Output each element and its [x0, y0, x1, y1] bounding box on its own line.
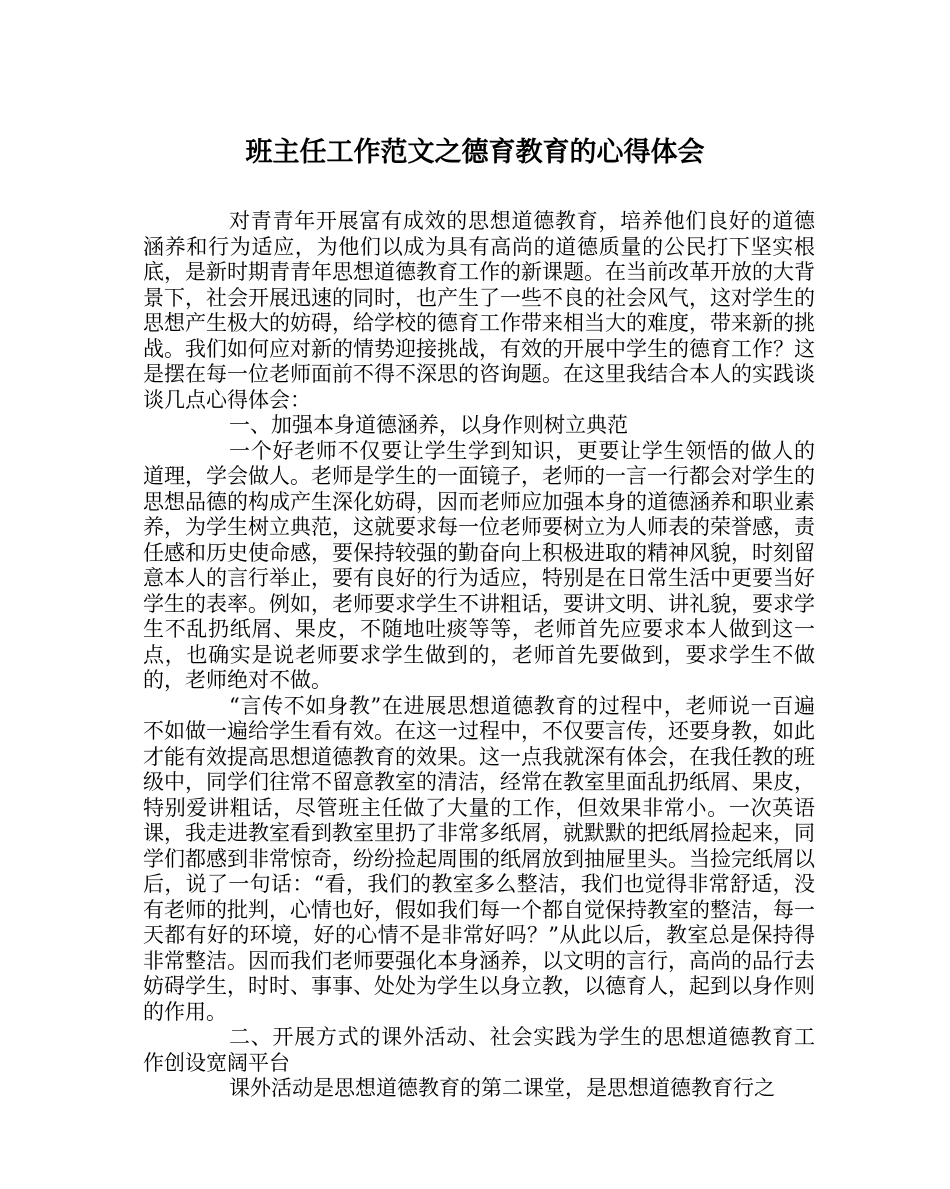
section-heading-1: 一、加强本身道德涵养，以身作则树立典范 [229, 413, 628, 437]
document-body [143, 209, 815, 1102]
paragraph-lead-by-example: “言传不如身教”在进展思想道德教育的过程中，老师说一百遍不如做一遍给学生看有效。在这一过程中，不仅要言传，还要身教，如此才能有效提高思想道德教育的效果。这一点我就深有体会，在我任教的班级中，同学们往常不留意教室的清洁，经常在教室里面乱扔纸屑、果皮，特别爱讲粗话，尽管班主任做了大量的工作，但效果非常小。一次英语课，我走进教室看到教室里扔了非常多纸屑，就默默的把纸屑捡起来，同学们都感到非常惊奇，纷纷捡起周围的纸屑放到抽屉里头。当捡完纸屑以后，说了一句话：“看，我们的教室多么整洁，我们也觉得非常舒适，没有老师的批判，心情也好，假如我们每一个都自觉保持教室的整洁，每一天都有好的环境，好的心情不是非常好吗？”从此以后，教室总是保持得非常整洁。因而我们老师要强化本身涵养，以文明的言行，高尚的品行去妨碍学生，时时、事事、处处为学生以身立教，以德育人，起到以身作则的作用。 [143, 693, 815, 1024]
section-heading-2: 二、开展方式的课外活动、社会实践为学生的思想道德教育工作创设宽阔平台 [143, 1025, 815, 1075]
paragraph-teacher-example: 一个好老师不仅要让学生学到知识，更要让学生领悟的做人的道理，学会做人。老师是学生的一面镜子，老师的一言一行都会对学生的思想品德的构成产生深化妨碍，因而老师应加强本身的道德涵养和职业素养，为学生树立典范，这就要求每一位老师要树立为人师表的荣誉感，责任感和历史使命感，要保持较强的勤奋向上积极进取的精神风貌，时刻留意本人的言行举止，要有良好的行为适应，特别是在日常生活中更要当好学生的表率。例如，老师要求学生不讲粗话，要讲文明、讲礼貌，要求学生不乱扔纸屑、果皮，不随地吐痰等等，老师首先应要求本人做到这一点，也确实是说老师要求学生做到的，老师首先要做到，要求学生不做的，老师绝对不做。 [143, 438, 815, 692]
paragraph-extracurricular: 课外活动是思想道德教育的第二课堂，是思想道德教育行之 [229, 1076, 775, 1100]
paragraph-intro: 对青青年开展富有成效的思想道德教育，培养他们良好的道德涵养和行为适应，为他们以成为具有高尚的道德质量的公民打下坚实根底，是新时期青青年思想道德教育工作的新课题。在当前改革开放的大背景下，社会开展迅速的同时，也产生了一些不良的社会风气，这对学生的思想产生极大的妨碍，给学校的德育工作带来相当大的难度，带来新的挑战。我们如何应对新的情势迎接挑战，有效的开展中学生的德育工作？这是摆在每一位老师面前不得不深思的咨询题。在这里我结合本人的实践谈谈几点心得体会： [143, 209, 815, 412]
document-title: 班主任工作范文之德育教育的心得体会 [245, 137, 705, 168]
